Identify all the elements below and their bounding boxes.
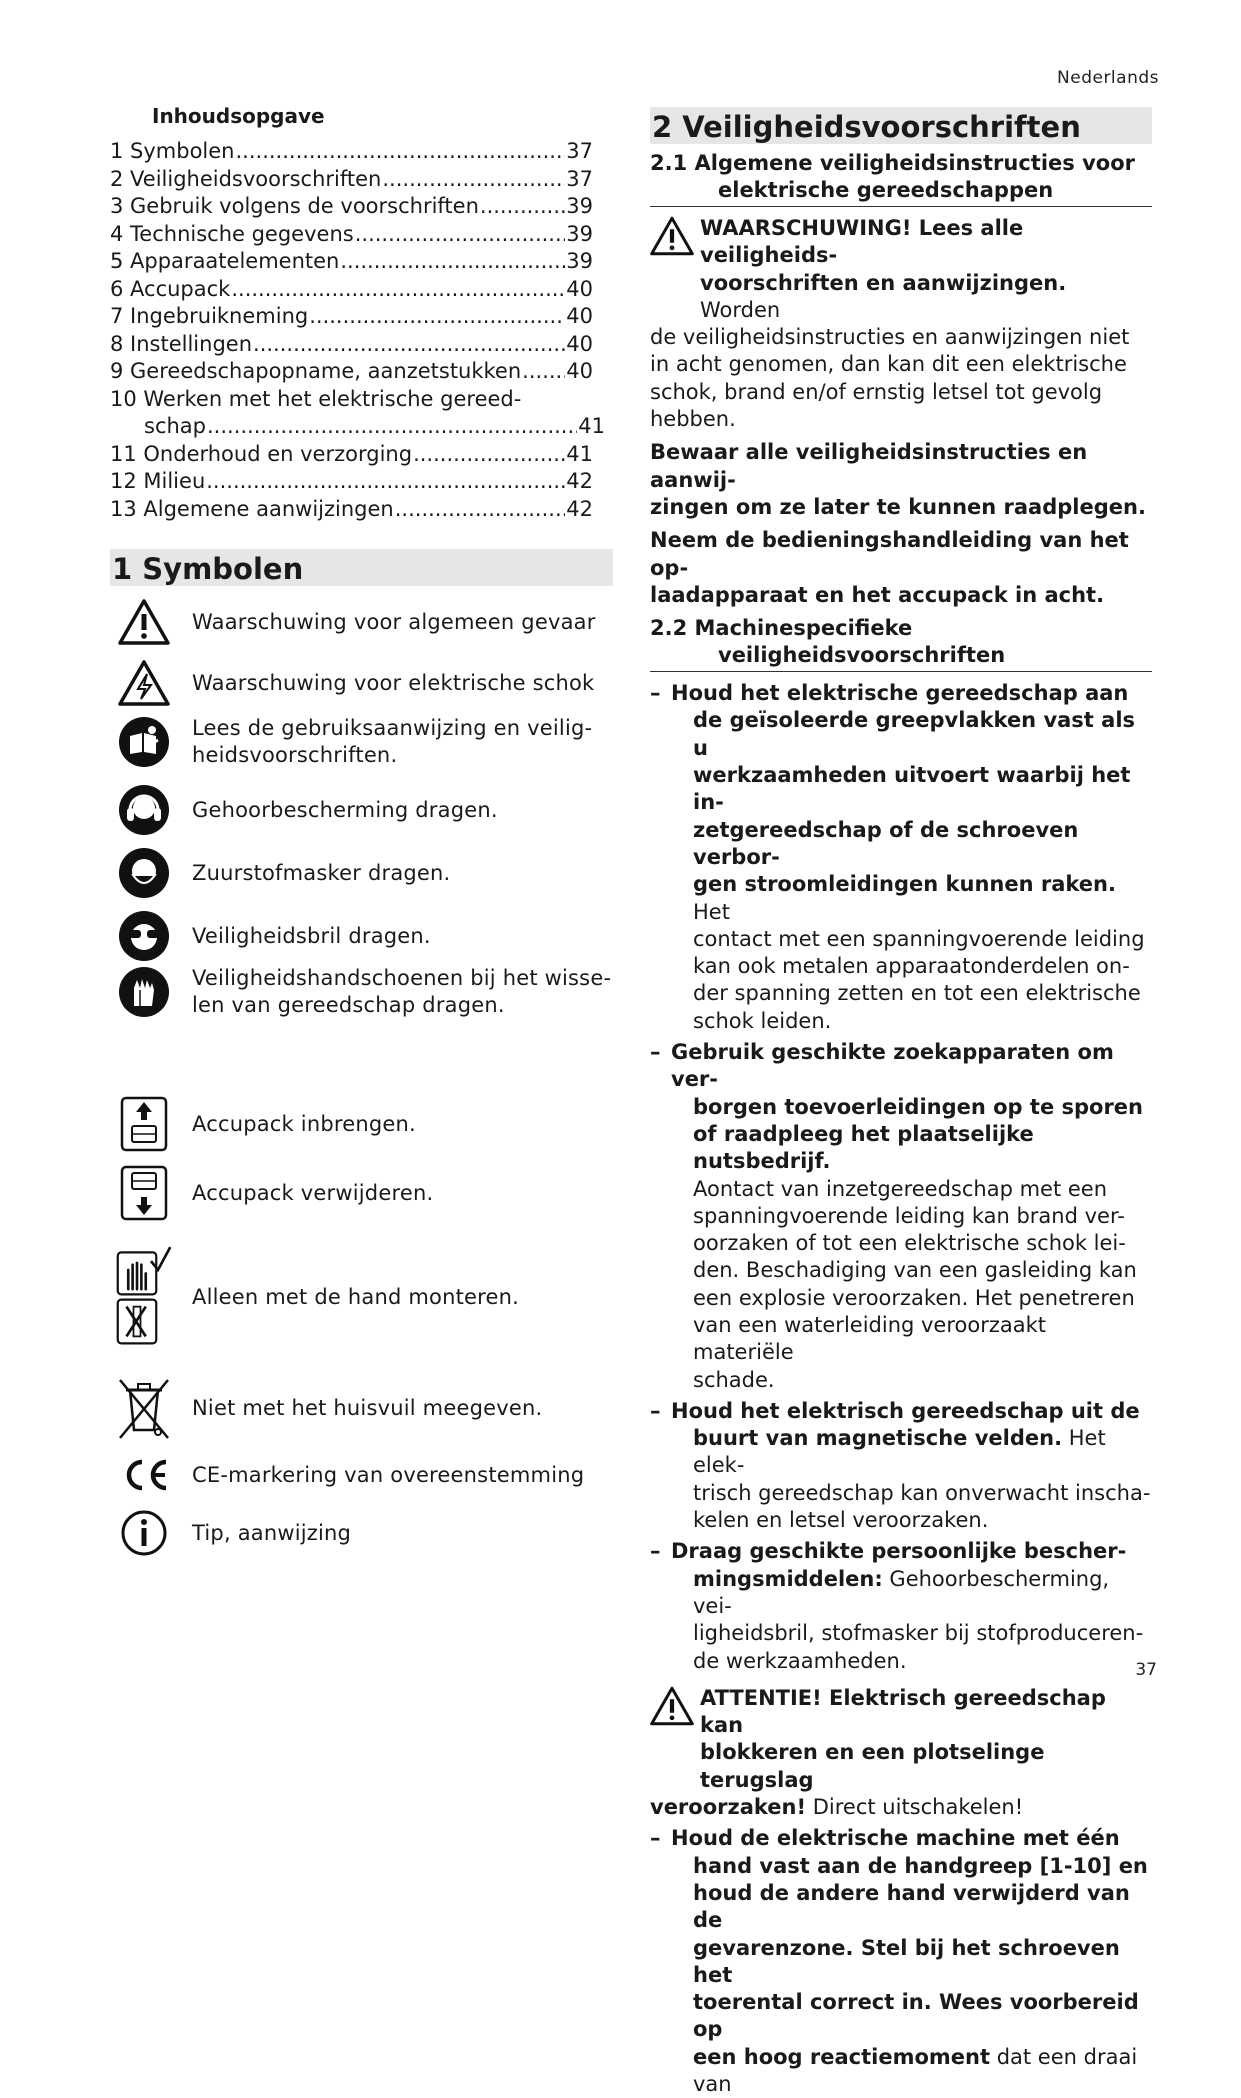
toc-item-text: 4 Technische gegevens xyxy=(110,221,354,246)
list-dash: – xyxy=(650,1398,661,1423)
list-item-line xyxy=(693,926,1152,953)
attention-text: blokkeren en een plotselinge terugslag xyxy=(700,1740,1045,1792)
toc-leader xyxy=(382,166,565,194)
list-item-bold: hand vast aan de handgreep [1-10] en xyxy=(693,1853,1148,1878)
weee-bin-icon xyxy=(116,1376,172,1440)
symbol-text: Gehoorbescherming dragen. xyxy=(192,797,498,822)
warning-block xyxy=(650,215,1152,433)
warning-text-rest xyxy=(650,324,1152,433)
battery-remove-icon xyxy=(116,1165,172,1221)
note-line: zingen om ze later te kunnen raadplegen. xyxy=(650,494,1146,519)
list-item-line xyxy=(693,762,1152,817)
toc-leader xyxy=(522,358,565,386)
toc-item xyxy=(110,138,593,166)
list-item-line xyxy=(693,1425,1152,1480)
language-label: Nederlands xyxy=(1057,68,1159,88)
list-item-bold: borgen toevoerleidingen op te sporen xyxy=(693,1094,1144,1119)
list-item xyxy=(650,1039,1152,1394)
ce-mark-icon xyxy=(116,1452,172,1498)
subsection-heading xyxy=(650,150,1152,207)
warning-text: voorschriften en aanwijzingen. xyxy=(700,270,1067,295)
list-item-line xyxy=(693,1285,1152,1312)
list-item xyxy=(650,680,1152,1035)
hand-mount-icon xyxy=(116,1238,172,1356)
note-line: Neem de bedieningshandleiding van het op- xyxy=(650,528,1129,580)
toc-title: Inhoudsopgave xyxy=(152,104,325,128)
warning-text: Worden xyxy=(700,297,781,322)
symbol-row xyxy=(116,845,636,901)
list-item-lead: Houd de elektrische machine met één xyxy=(671,1826,1120,1851)
warning-triangle-icon xyxy=(650,215,700,324)
list-item-bold: een hoog reactiemoment xyxy=(693,2044,991,2069)
list-item xyxy=(650,1398,1152,1534)
page-number: 37 xyxy=(1135,1660,1157,1680)
list-dash: – xyxy=(650,1040,661,1065)
toc-leader xyxy=(231,276,565,304)
symbol-row xyxy=(116,1376,636,1440)
attention-text: veroorzaken! xyxy=(650,1795,807,1820)
list-item-line xyxy=(693,1480,1152,1507)
list-item-line xyxy=(693,1507,1152,1534)
symbol-text: Veiligheidsbril dragen. xyxy=(192,923,431,948)
symbol-row xyxy=(116,908,636,964)
list-item-normal: dat een draai van xyxy=(693,2044,1138,2096)
toc-leader xyxy=(340,248,565,276)
table-of-contents xyxy=(110,104,615,523)
list-item-bold: de geïsoleerde greepvlakken vast als u xyxy=(693,708,1136,760)
toc-item-text: 10 Werken met het elektrische gereed- xyxy=(110,386,522,411)
warning-text-line: de veiligheidsinstructies en aanwijzingen niet xyxy=(650,325,1130,350)
subsection-heading-line: 2.2 Machinespecifieke xyxy=(650,616,913,641)
list-item-line xyxy=(693,2044,1152,2098)
safety-glasses-icon xyxy=(116,908,172,964)
list-item-normal: schade. xyxy=(693,1367,775,1392)
list-item-line xyxy=(693,707,1152,762)
section-heading-safety: 2 Veiligheidsvoorschriften xyxy=(650,107,1152,144)
list-item-normal: de werkzaamheden. xyxy=(693,1648,907,1673)
list-item-line xyxy=(693,953,1152,980)
symbol-text: Waarschuwing voor elektrische schok xyxy=(192,670,595,695)
toc-item-text: 11 Onderhoud en verzorging xyxy=(110,441,413,466)
toc-item-text: 1 Symbolen xyxy=(110,139,235,163)
list-item-normal: Gehoorbescherming, vei- xyxy=(693,1566,1110,1618)
list-dash: – xyxy=(650,1826,661,1851)
list-item-normal: spanningvoerende leiding kan brand ver- xyxy=(693,1203,1125,1228)
machine-safety-list xyxy=(650,680,1152,1675)
toc-item-page: 41 xyxy=(578,414,605,438)
safety-content xyxy=(650,150,1152,2098)
toc-item-page: 41 xyxy=(566,441,593,466)
battery-insert-icon xyxy=(116,1096,172,1152)
toc-item-text: schap xyxy=(144,414,206,438)
list-item-normal: oorzaken of tot een elektrische schok lei- xyxy=(693,1231,1126,1256)
toc-item-text: 6 Accupack xyxy=(110,276,231,301)
note-line: laadapparaat en het accupack in acht. xyxy=(650,582,1105,607)
toc-item xyxy=(110,166,593,194)
toc-item xyxy=(110,468,593,496)
warning-text-line: hebben. xyxy=(650,407,736,432)
toc-item-text: 8 Instellingen xyxy=(110,331,253,356)
list-item-normal: Het xyxy=(693,899,730,924)
list-item-bold: gevarenzone. Stel bij het schroeven het xyxy=(693,1935,1120,1987)
toc-item xyxy=(110,413,605,441)
electric-shock-warning-icon xyxy=(116,655,172,711)
safety-gloves-icon xyxy=(116,964,172,1020)
list-item xyxy=(650,1825,1152,2098)
symbol-text-line: heidsvoorschriften. xyxy=(192,743,398,767)
section-heading-symbols: 1 Symbolen xyxy=(110,549,613,586)
toc-item xyxy=(110,496,593,524)
list-item-bold: werkzaamheden uitvoert waarbij het in- xyxy=(693,763,1131,815)
charger-note xyxy=(650,527,1152,609)
toc-item xyxy=(110,386,615,414)
attention-block xyxy=(650,1685,1152,1821)
list-item-normal: kan ook metalen apparaatonderdelen on- xyxy=(693,954,1130,979)
symbol-text-line: Veiligheidshandschoenen bij het wisse- xyxy=(192,966,612,990)
toc-leader xyxy=(253,331,565,359)
symbol-text: Accupack verwijderen. xyxy=(192,1180,434,1205)
symbol-text: Niet met het huisvuil meegeven. xyxy=(192,1395,543,1420)
list-item-line xyxy=(693,1203,1152,1230)
attention-text: Direct uitschakelen! xyxy=(806,1795,1024,1820)
symbol-row xyxy=(116,1096,636,1152)
toc-item xyxy=(110,441,593,469)
toc-item-page: 37 xyxy=(566,139,593,163)
list-item-line xyxy=(693,1257,1152,1284)
list-item-bold: buurt van magnetische velden. xyxy=(693,1426,1063,1451)
list-item-line xyxy=(693,1121,1152,1176)
symbol-text: Accupack inbrengen. xyxy=(192,1111,416,1136)
dust-mask-icon xyxy=(116,845,172,901)
toc-item-text: 7 Ingebruikneming xyxy=(110,304,309,328)
toc-item-page: 42 xyxy=(566,469,593,493)
list-item-normal: kelen en letsel veroorzaken. xyxy=(693,1508,989,1533)
list-item-line xyxy=(693,1935,1152,1990)
toc-item-page: 40 xyxy=(566,304,593,328)
toc-leader xyxy=(309,303,565,331)
list-item-line xyxy=(693,1008,1152,1035)
list-item-line xyxy=(693,1648,1152,1675)
list-item xyxy=(650,1538,1152,1674)
list-item-line xyxy=(693,1367,1152,1394)
toc-leader xyxy=(236,138,566,166)
symbol-text: Zuurstofmasker dragen. xyxy=(192,860,451,885)
list-item-line xyxy=(693,1094,1152,1121)
symbol-row xyxy=(116,1165,636,1221)
toc-item-text: 2 Veiligheidsvoorschriften xyxy=(110,166,382,191)
list-item-line xyxy=(693,1312,1152,1367)
list-item-normal: den. Beschadiging van een gasleiding kan xyxy=(693,1258,1137,1283)
symbol-row xyxy=(116,782,636,838)
toc-item-page: 39 xyxy=(566,249,593,273)
toc-item xyxy=(110,303,593,331)
subsection-heading-line: 2.1 Algemene veiligheidsinstructies voor xyxy=(650,151,1135,175)
info-icon xyxy=(116,1508,172,1558)
toc-leader xyxy=(206,468,565,496)
warning-triangle-icon xyxy=(650,1685,700,1794)
list-item-normal: trisch gereedschap kan onverwacht inscha- xyxy=(693,1480,1151,1505)
attention-text: ATTENTIE! Elektrisch gereedschap kan xyxy=(700,1685,1106,1738)
toc-item-page: 40 xyxy=(566,359,593,383)
list-item-line xyxy=(693,871,1152,926)
list-item-bold: zetgereedschap of de schroeven verbor- xyxy=(693,817,1079,869)
toc-item-text: 5 Apparaatelementen xyxy=(110,249,340,273)
list-item-line xyxy=(693,1620,1152,1647)
list-item-bold: toerental correct in. Wees voorbereid op xyxy=(693,1990,1139,2042)
list-item-lead: Houd het elektrisch gereedschap uit de xyxy=(671,1398,1140,1423)
symbol-row xyxy=(116,714,636,770)
list-item-line xyxy=(693,817,1152,872)
list-item-normal: der spanning zetten en tot een elektrische xyxy=(693,981,1141,1006)
keep-instructions-note xyxy=(650,439,1152,521)
toc-item-page: 40 xyxy=(566,331,593,356)
toc-leader xyxy=(413,441,565,469)
warning-text: WAARSCHUWING! Lees alle veiligheids- xyxy=(700,216,1024,268)
toc-leader xyxy=(395,496,566,524)
toc-item-text: 12 Milieu xyxy=(110,469,206,493)
list-item-line xyxy=(693,1176,1152,1203)
toc-item xyxy=(110,248,593,276)
subsection-heading-line: veiligheidsvoorschriften xyxy=(718,643,1006,668)
list-item-normal: contact met een spanningvoerende leiding xyxy=(693,926,1145,951)
symbol-row xyxy=(116,1508,636,1558)
list-item-line xyxy=(693,1880,1152,1935)
toc-leader xyxy=(480,193,565,221)
list-item-lead: Houd het elektrische gereedschap aan xyxy=(671,681,1129,706)
symbol-row xyxy=(116,1238,636,1356)
list-item-normal: van een waterleiding veroorzaakt materiële xyxy=(693,1312,1047,1365)
list-item-normal: schok leiden. xyxy=(693,1008,832,1033)
toc-item-text: 13 Algemene aanwijzingen xyxy=(110,496,394,521)
symbol-text-line: len van gereedschap dragen. xyxy=(192,993,505,1017)
warning-triangle-icon xyxy=(116,594,172,650)
list-dash: – xyxy=(650,1539,661,1564)
list-item-lead: Draag geschikte persoonlijke bescher- xyxy=(671,1539,1127,1564)
toc-item xyxy=(110,358,593,386)
toc-item xyxy=(110,276,593,304)
list-item-bold: mingsmiddelen: xyxy=(693,1566,883,1591)
list-item-line xyxy=(693,1566,1152,1621)
symbol-text xyxy=(192,965,611,1019)
list-item-normal: Het elek- xyxy=(693,1426,1106,1478)
list-item-line xyxy=(693,1853,1152,1880)
toc-item-page: 39 xyxy=(566,221,593,246)
symbol-text: Tip, aanwijzing xyxy=(192,1520,352,1545)
list-item-normal: ligheidsbril, stofmasker bij stofproduceren- xyxy=(693,1621,1144,1646)
symbol-text: Alleen met de hand monteren. xyxy=(192,1284,520,1309)
subsection-heading xyxy=(650,615,1152,672)
note-line: Bewaar alle veiligheidsinstructies en aanwij- xyxy=(650,440,1088,492)
subsection-heading-line: elektrische gereedschappen xyxy=(718,178,1054,202)
list-item-line xyxy=(693,980,1152,1007)
list-item-line xyxy=(693,1989,1152,2044)
machine-safety-list-2 xyxy=(650,1825,1152,2098)
toc-item-page: 39 xyxy=(566,194,593,218)
symbol-row xyxy=(116,594,636,650)
list-item-bold: gen stroomleidingen kunnen raken. xyxy=(693,872,1116,897)
hearing-protection-icon xyxy=(116,782,172,838)
list-dash: – xyxy=(650,681,661,706)
symbol-row xyxy=(116,655,636,711)
toc-item-page: 40 xyxy=(566,276,593,301)
toc-list xyxy=(110,138,615,523)
toc-item xyxy=(110,331,593,359)
toc-item-page: 37 xyxy=(566,166,593,191)
warning-text-line: schok, brand en/of ernstig letsel tot gevolg xyxy=(650,379,1103,404)
symbol-text: CE-markering van overeenstemming xyxy=(192,1462,585,1487)
list-item-normal: Aontact van inzetgereedschap met een xyxy=(693,1176,1108,1201)
read-manual-icon xyxy=(116,714,172,770)
list-item-bold: of raadpleeg het plaatselijke nutsbedrijf. xyxy=(693,1121,1034,1174)
toc-item-text: 3 Gebruik volgens de voorschriften xyxy=(110,194,479,218)
toc-item-page: 42 xyxy=(566,496,593,521)
toc-item xyxy=(110,193,593,221)
symbol-text-line: Lees de gebruiksaanwijzing en veilig- xyxy=(192,716,593,740)
list-item-bold: houd de andere hand verwijderd van de xyxy=(693,1880,1130,1933)
symbol-text xyxy=(192,715,592,769)
toc-item-text: 9 Gereedschapopname, aanzetstukken xyxy=(110,359,522,383)
symbol-text: Waarschuwing voor algemeen gevaar xyxy=(192,609,596,634)
list-item-lead: Gebruik geschikte zoekapparaten om ver- xyxy=(671,1040,1114,1092)
warning-text-line: in acht genomen, dan kan dit een elektrische xyxy=(650,352,1127,377)
symbol-row xyxy=(116,964,636,1020)
toc-leader xyxy=(207,413,577,441)
toc-item xyxy=(110,221,593,249)
symbol-row xyxy=(116,1452,636,1498)
list-item-normal: een explosie veroorzaken. Het penetreren xyxy=(693,1285,1135,1310)
toc-leader xyxy=(355,221,566,249)
list-item-line xyxy=(693,1230,1152,1257)
